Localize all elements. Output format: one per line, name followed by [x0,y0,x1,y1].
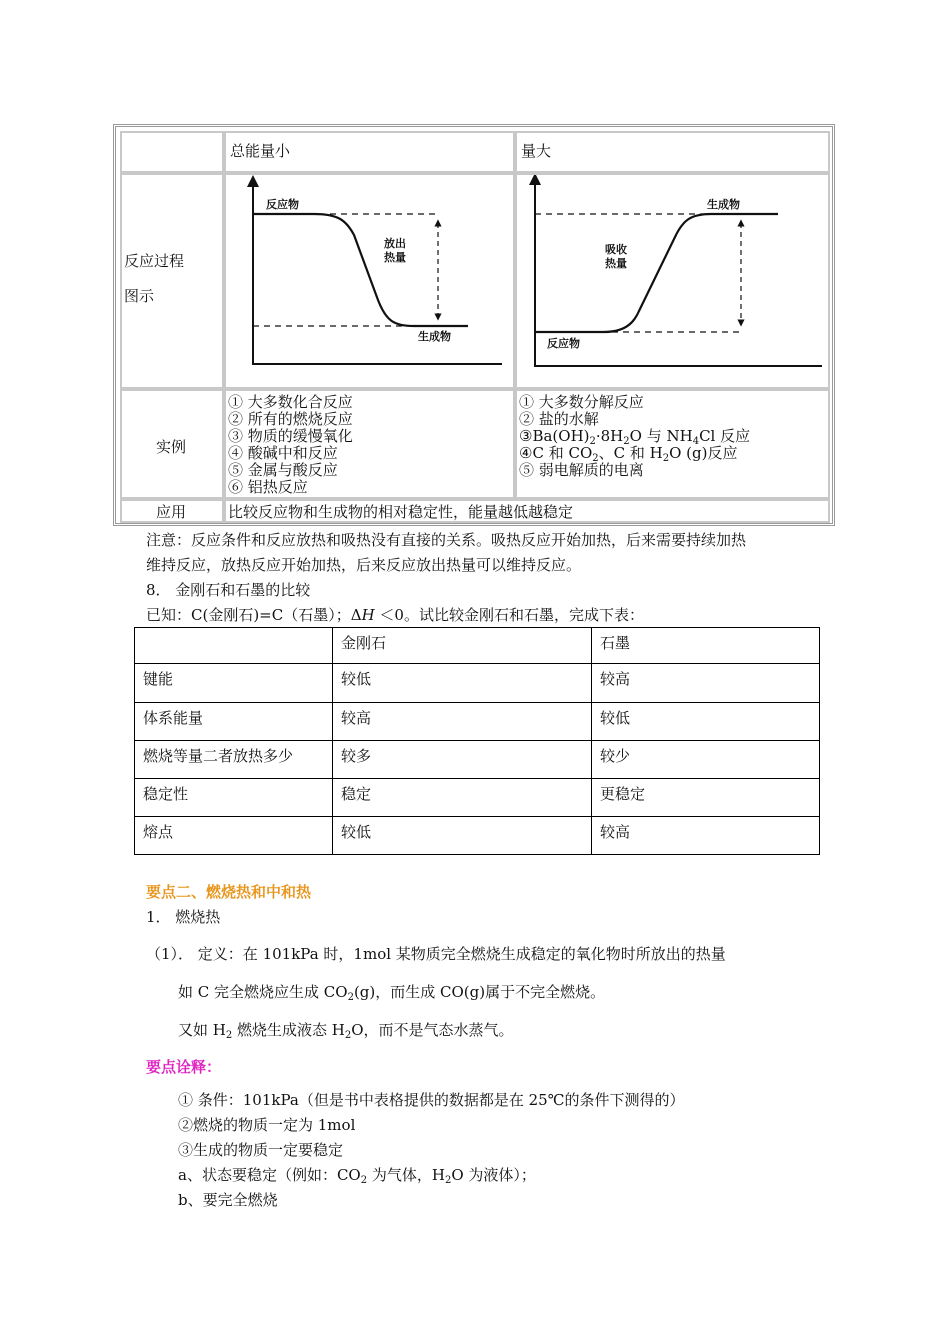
cell: 较低 [592,703,820,741]
exo-example-3: ③ 物质的缓慢氧化 [228,427,353,445]
exothermic-energy-diagram [226,175,513,387]
reaction-energy-table [113,124,835,526]
header-endothermic-text: 量大 [521,142,552,160]
endo-example-4: ④C 和 $CO_2$、C 和 $H_2O$ (g)反应 [519,444,738,464]
table-row [135,703,820,741]
process-label-cell [120,173,224,389]
header-exothermic-text: 总能量小 [230,142,291,160]
note-line-2: 维持反应，放热反应开始加热，后来反应放出热量可以维持反应。 [146,556,582,574]
row-label: 键能 [135,664,333,703]
application-label-cell [120,499,224,523]
exo-product-label: 生成物 [418,330,451,343]
table-row [135,664,820,703]
section2-heading: 要点二、燃烧热和中和热 [146,883,312,901]
exothermic-curve [253,214,468,326]
endothermic-energy-diagram [517,175,828,387]
absorb-heat-label-1: 吸收 [605,243,627,256]
cell: 较高 [592,664,820,703]
process-label-line1: 反应过程 [124,252,185,270]
section2-sub1: 1． 燃烧热 [146,908,221,926]
endothermic-examples-cell [515,389,830,499]
row-label: 稳定性 [135,779,333,817]
exo-reactant-label: 反应物 [266,198,299,211]
combustion-example-1: 如 C 完全燃烧应生成 $CO_2(g)$，而生成 CO(g)属于不完全燃烧。 [178,983,606,1003]
endo-example-2: ② 盐的水解 [519,410,599,428]
row-label: 熔点 [135,817,333,855]
application-text-cell [224,499,830,523]
header-cell-exothermic [224,131,515,173]
application-text: 比较反应物和生成物的相对稳定性，能量越低越稳定 [228,503,574,521]
header-cell: 石墨 [592,628,820,664]
header-cell: 金刚石 [333,628,592,664]
endo-example-3: $③Ba(OH)_2\cdot 8H_2O$ 与 $NH_4Cl$ 反应 [519,427,751,447]
diamond-graphite-table [134,627,820,855]
header-cell [135,628,333,664]
application-label: 应用 [156,503,187,521]
release-heat-label-2: 热量 [384,251,406,264]
release-heat-label-1: 放出 [384,237,406,250]
combustion-heat-definition: （1）． 定义：在 101kPa 时，1mol 某物质完全燃烧生成稳定的氧化物时所放出的热量 [146,945,726,963]
note-line-1: 注意：反应条件和反应放热和吸热没有直接的关系。吸热反应开始加热，后来需要持续加热 [146,531,747,549]
explain-heading: 要点诠释： [146,1058,222,1076]
cell: 稳定 [333,779,592,817]
explain-point-4: a、状态要稳定（例如：$CO_2$ 为气体，$H_2O$ 为液体）； [178,1166,536,1186]
row-label: 燃烧等量二者放热多少 [135,741,333,779]
table-row [135,779,820,817]
cell: 较高 [592,817,820,855]
section8-given: 已知：C(金刚石)=C（石墨）；ΔH ＜0。试比较金刚石和石墨，完成下表： [146,606,644,624]
endothermic-diagram-cell [515,173,830,389]
cell: 较高 [333,703,592,741]
endo-example-5: ⑤ 弱电解质的电离 [519,461,644,479]
process-label-line2: 图示 [124,287,155,305]
cell: 较多 [333,741,592,779]
combustion-example-2: 又如 $H_2$ 燃烧生成液态 $H_2O$，而不是气态水蒸气。 [178,1021,514,1041]
exothermic-examples-cell [224,389,515,499]
section8-title: 8． 金刚石和石墨的比较 [146,581,311,599]
exo-example-6: ⑥ 铝热反应 [228,478,308,496]
exo-example-1: ① 大多数化合反应 [228,393,353,411]
cell: 更稳定 [592,779,820,817]
absorb-heat-label-2: 热量 [605,257,627,270]
examples-label: 实例 [156,438,187,456]
header-cell-endothermic [515,131,830,173]
explain-point-3: ③生成的物质一定要稳定 [178,1141,344,1159]
explain-point-2: ②燃烧的物质一定为 1mol [178,1116,356,1134]
table-row [135,817,820,855]
exothermic-diagram-cell [224,173,515,389]
row-label: 体系能量 [135,703,333,741]
endo-example-1: ① 大多数分解反应 [519,393,644,411]
endo-product-label: 生成物 [707,198,740,211]
explain-point-1: ① 条件：101kPa（但是书中表格提供的数据都是在 25℃的条件下测得的） [178,1091,685,1109]
exo-example-5: ⑤ 金属与酸反应 [228,461,338,479]
exo-example-2: ② 所有的燃烧反应 [228,410,353,428]
exo-example-4: ④ 酸碱中和反应 [228,444,338,462]
cell: 较低 [333,817,592,855]
examples-label-cell [120,389,224,499]
explain-point-5: b、要完全燃烧 [178,1191,278,1209]
table-row [135,741,820,779]
cell: 较少 [592,741,820,779]
cell: 较低 [333,664,592,703]
endo-reactant-label: 反应物 [547,337,580,350]
header-empty-cell [120,131,224,173]
table-header-row [135,628,820,664]
